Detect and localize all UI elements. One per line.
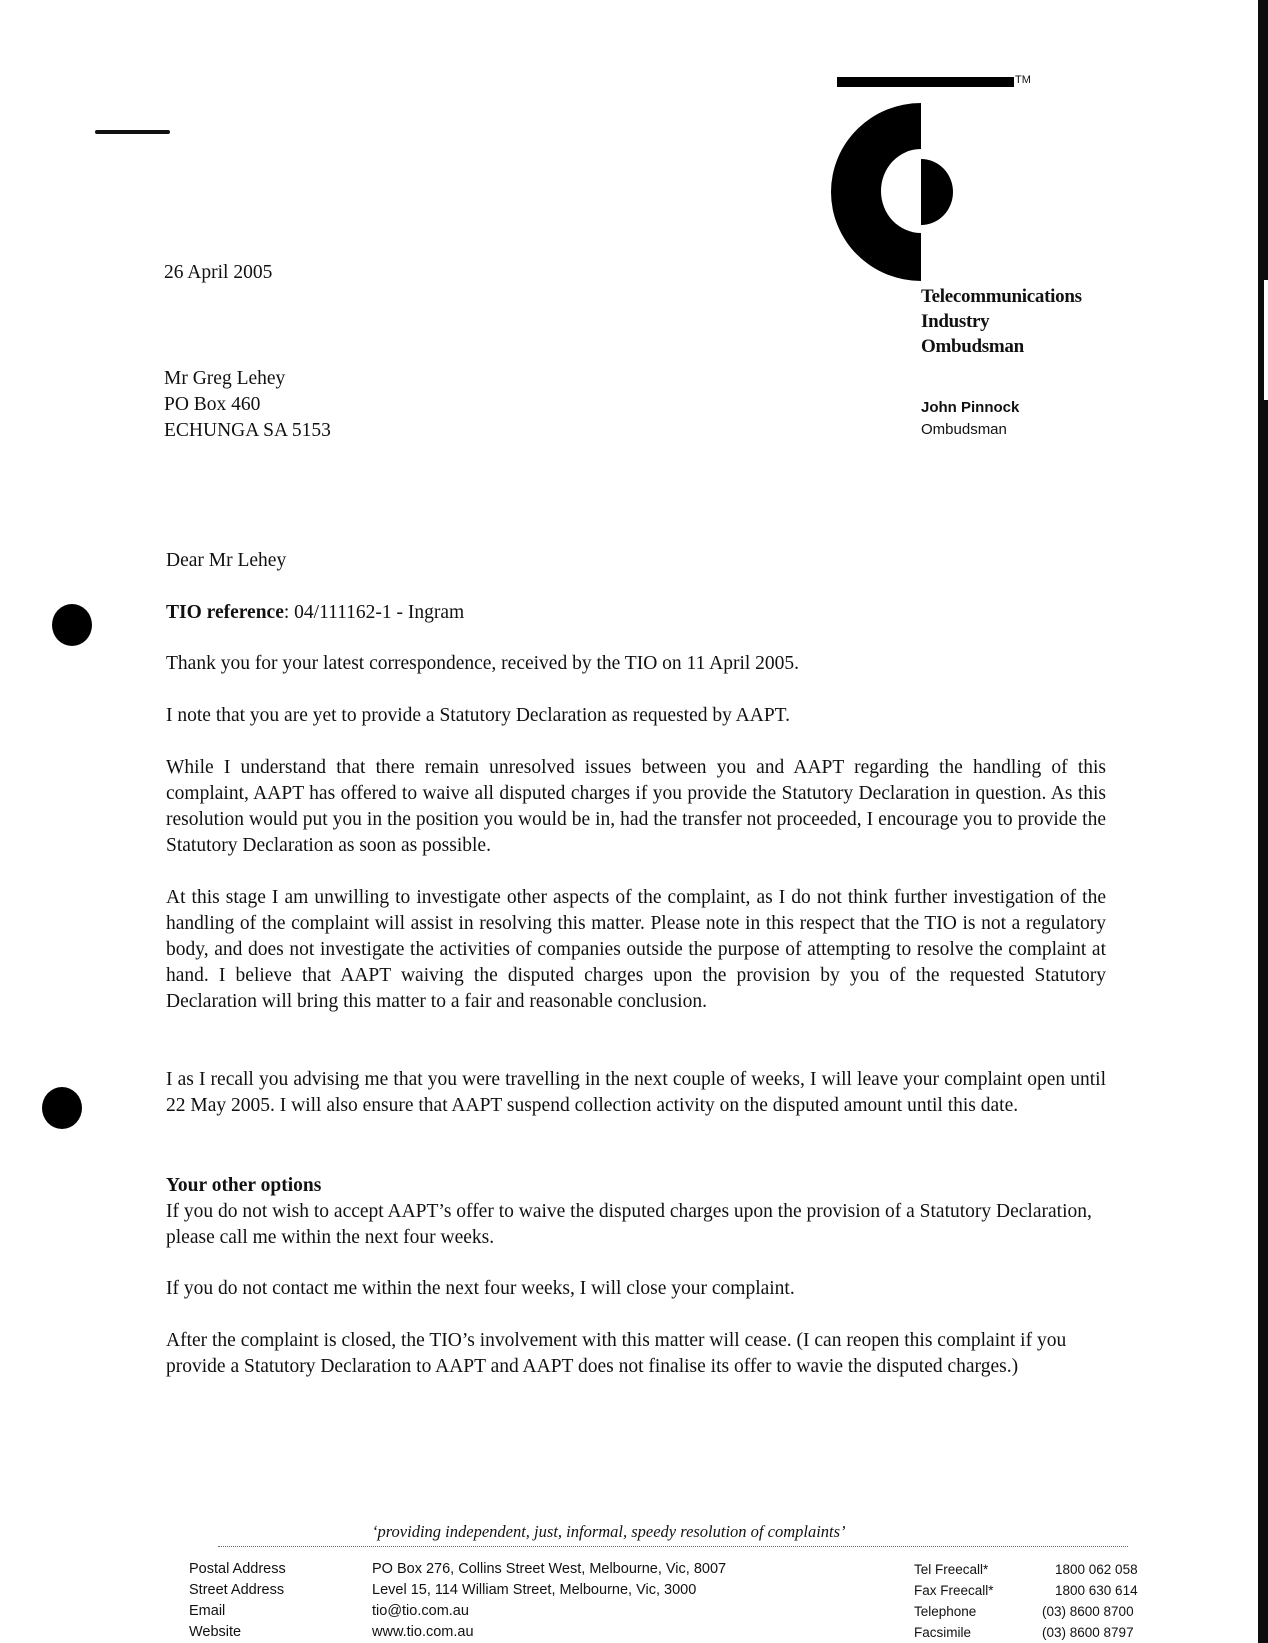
recipient-address-line1: PO Box 460 xyxy=(164,394,261,415)
footer-value-street: Level 15, 114 William Street, Melbourne, Vic, 3000 xyxy=(372,1582,697,1598)
tio-logo-icon xyxy=(831,103,961,281)
footer-label-postal: Postal Address xyxy=(189,1561,286,1577)
recipient-name: Mr Greg Lehey xyxy=(164,368,286,389)
ombudsman-title: Ombudsman xyxy=(921,421,1007,438)
org-name-line2: Industry xyxy=(921,311,990,332)
footer-contact-value-facsimile: (03) 8600 8797 xyxy=(1042,1625,1134,1640)
options-heading: Your other options xyxy=(166,1175,322,1196)
reference-label: TIO reference xyxy=(166,602,284,623)
footer-contact-label-facsimile: Facsimile xyxy=(914,1625,972,1640)
scan-edge-gap xyxy=(1264,280,1268,400)
punch-hole-bottom xyxy=(42,1087,82,1129)
paragraph-1: Thank you for your latest correspondence, received by the TIO on 11 April 2005. xyxy=(166,653,800,674)
letter-date: 26 April 2005 xyxy=(164,262,273,283)
footer-label-email: Email xyxy=(189,1603,226,1619)
paragraph-5: I as I recall you advising me that you were travelling in the next couple of weeks, I will leave your complaint open until 22 May 2005. I will also ensure that AAPT suspend collection activity on the disputed amount until this date. xyxy=(166,1069,1106,1116)
reference-value: : 04/111162-1 - Ingram xyxy=(283,602,465,623)
options-text: If you do not wish to accept AAPT’s offer to waive the disputed charges upon the provision of a Statutory Declaration, please call me within the next four weeks. xyxy=(166,1201,1092,1248)
footer-contact-value-fax-freecall: 1800 630 614 xyxy=(1055,1583,1138,1598)
footer-contact-label-telephone: Telephone xyxy=(914,1604,977,1619)
closing-paragraph-1: If you do not contact me within the next four weeks, I will close your complaint. xyxy=(166,1278,795,1299)
ombudsman-name: John Pinnock xyxy=(921,399,1020,416)
salutation: Dear Mr Lehey xyxy=(166,550,287,571)
paragraph-2: I note that you are yet to provide a Statutory Declaration as requested by AAPT. xyxy=(166,705,790,726)
trademark-mark: TM xyxy=(1015,74,1031,86)
footer-divider xyxy=(218,1546,1128,1547)
footer-contact-label-fax-freecall: Fax Freecall* xyxy=(914,1583,994,1598)
footer-label-street: Street Address xyxy=(189,1582,285,1598)
footer-contact-value-tel-freecall: 1800 062 058 xyxy=(1055,1562,1138,1577)
paragraph-3: While I understand that there remain unresolved issues between you and AAPT regarding the handling of this complaint, AAPT has offered to waive all disputed charges if you provide the Statutory Declaration in question. As this resolution would put you in the position you would be in, had the transfer not proceeded, I encourage you to provide the Statutory Declaration as soon as possible. xyxy=(166,757,1106,856)
logo-bar xyxy=(837,77,1014,87)
footer-contact-value-telephone: (03) 8600 8700 xyxy=(1042,1604,1134,1619)
scan-edge-bar xyxy=(1258,0,1268,1643)
footer-value-website[interactable]: www.tio.com.au xyxy=(372,1624,474,1640)
recipient-address-line2: ECHUNGA SA 5153 xyxy=(164,420,331,441)
footer-label-website: Website xyxy=(189,1624,242,1640)
footer-value-email[interactable]: tio@tio.com.au xyxy=(372,1603,469,1619)
footer-tagline: ‘providing independent, just, informal, speedy resolution of complaints’ xyxy=(372,1522,846,1541)
punch-hole-top xyxy=(52,604,92,646)
closing-paragraph-2: After the complaint is closed, the TIO’s involvement with this matter will cease. (I can reopen this complaint if you provide a Statutory Declaration to AAPT and AAPT does not finalise its offer to wavie the disputed charges.) xyxy=(166,1330,1067,1377)
reference-line xyxy=(166,600,464,626)
paragraph-4: At this stage I am unwilling to investigate other aspects of the complaint, as I do not think further investigation of the handling of the complaint will assist in resolving this matter. Please note in this respect that the TIO is not a regulatory body, and does not investigate the activities of companies outside the purpose of attempting to resolve the complaint at hand. I believe that AAPT waiving the disputed charges upon the provision by you of the requested Statutory Declaration will bring this matter to a fair and reasonable conclusion. xyxy=(166,887,1106,1012)
footer-contact-label-tel-freecall: Tel Freecall* xyxy=(914,1562,989,1577)
footer-value-postal: PO Box 276, Collins Street West, Melbourne, Vic, 8007 xyxy=(372,1561,727,1577)
scan-mark xyxy=(95,130,170,134)
org-name-line3: Ombudsman xyxy=(921,336,1024,357)
org-name-line1: Telecommunications xyxy=(921,286,1082,307)
